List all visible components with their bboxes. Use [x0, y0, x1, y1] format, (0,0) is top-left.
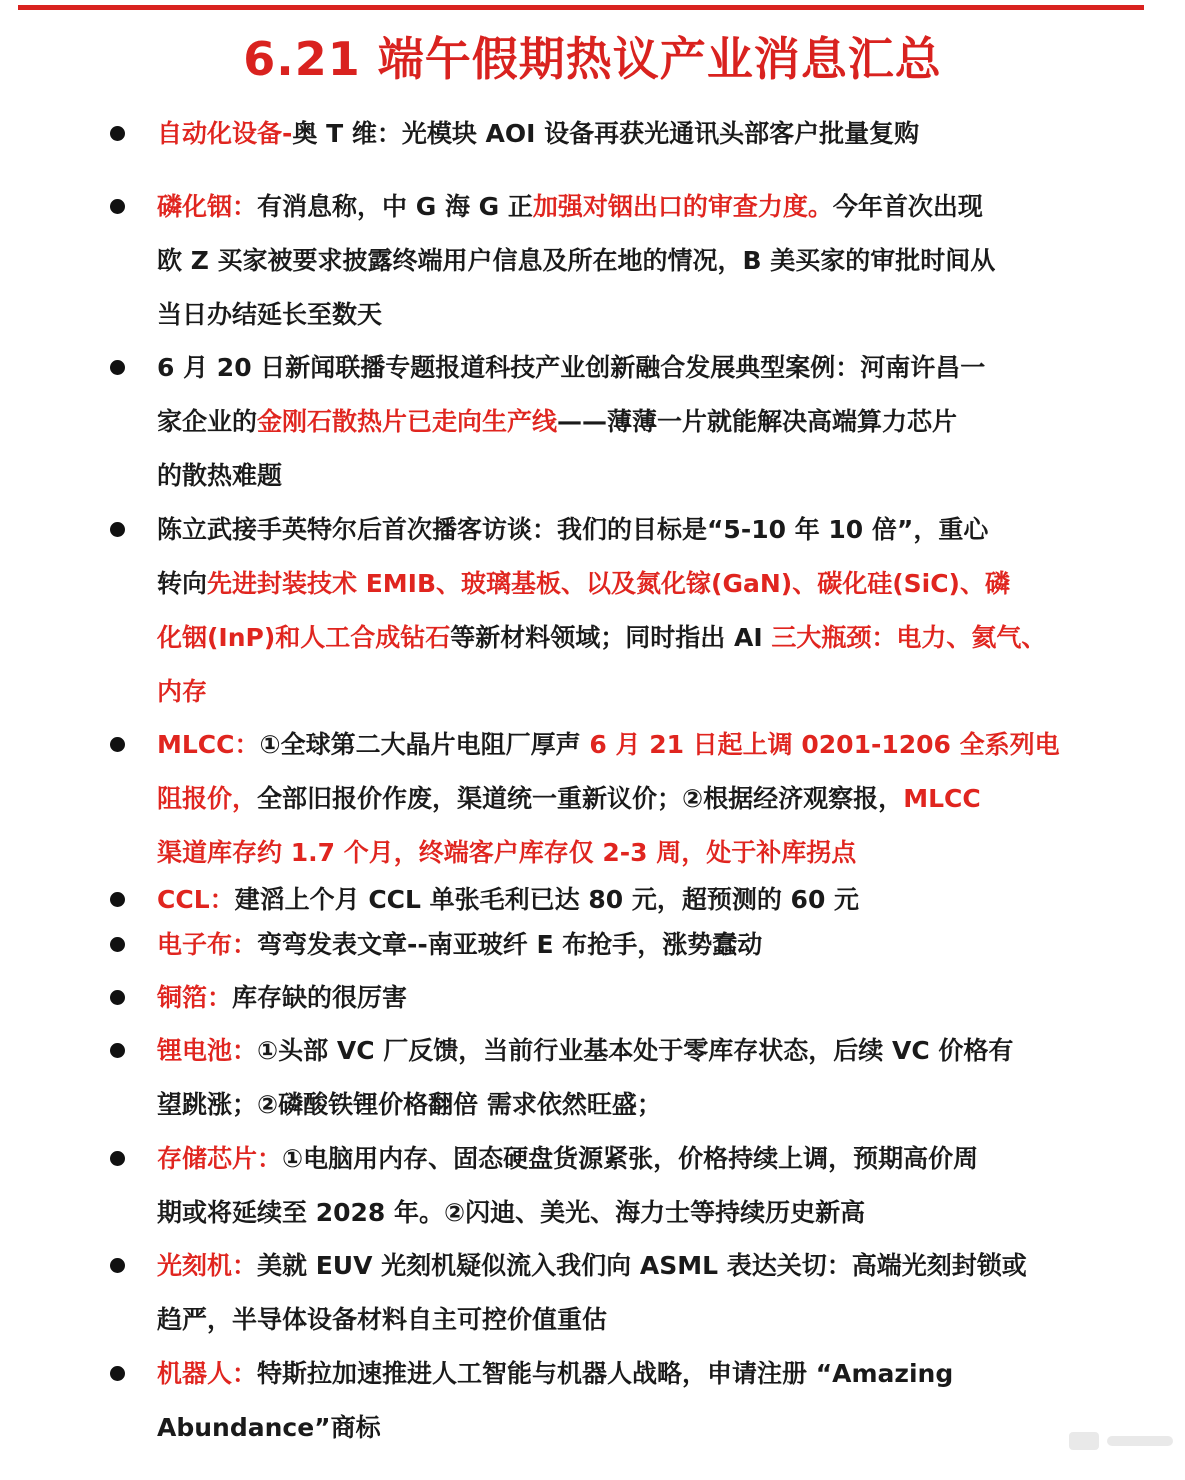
highlight-text: MLCC — [903, 784, 981, 813]
highlight-text: 加强对铟出口的审查力度。 — [532, 192, 833, 221]
bullet-icon — [110, 1151, 125, 1166]
watermark-icon — [1067, 1426, 1177, 1456]
body-text: 趋严，半导体设备材料自主可控价值重估 — [157, 1305, 608, 1334]
body-text: ①全球第二大晶片电阻厂厚声 — [259, 730, 590, 759]
bullet-icon — [110, 1043, 125, 1058]
body-text: 期或将延续至 2028 年。②闪迪、美光、海力士等持续历史新高 — [157, 1198, 866, 1227]
highlight-text: 锂电池： — [157, 1036, 258, 1065]
item-line — [157, 341, 1072, 395]
item-line — [157, 826, 1072, 880]
bullet-icon — [110, 126, 125, 141]
highlight-text: 内存 — [157, 677, 208, 706]
bullet-icon — [110, 1258, 125, 1273]
item-text — [157, 1239, 1072, 1347]
item-line — [157, 665, 1072, 719]
item-line — [157, 772, 1072, 826]
highlight-text: 机器人： — [157, 1359, 258, 1388]
highlight-text: 金刚石散热片已走向生产线 — [257, 407, 558, 436]
item-line — [157, 1078, 1072, 1132]
highlight-text: 化铟(InP)和人工合成钻石 — [157, 623, 451, 652]
body-text: 特斯拉加速推进人工智能与机器人战略，申请注册 “Amazing — [257, 1359, 954, 1388]
item-line — [157, 1347, 1072, 1401]
highlight-text: 电子布： — [157, 930, 258, 959]
top-red-rule — [18, 5, 1144, 10]
body-text: 美就 EUV 光刻机疑似流入我们向 ASML 表达关切：高端光刻封锁或 — [257, 1251, 1027, 1280]
body-text: 转向 — [157, 569, 208, 598]
item-line — [157, 449, 1072, 503]
item-text — [157, 341, 1072, 503]
item-line — [157, 288, 1072, 342]
item-text — [157, 107, 1072, 161]
body-text: 全部旧报价作废，渠道统一重新议价；②根据经济观察报， — [257, 784, 904, 813]
highlight-text: 磷化铟： — [157, 192, 258, 221]
item-line — [157, 395, 1072, 449]
item-text — [157, 1347, 1072, 1455]
body-text: 的散热难题 — [157, 461, 283, 490]
item-line — [157, 557, 1072, 611]
body-text: 弯弯发表文章--南亚玻纤 E 布抢手，涨势蠢动 — [257, 930, 763, 959]
body-text: 6 月 20 日新闻联播专题报道科技产业创新融合发展典型案例：河南许昌一 — [157, 353, 986, 382]
body-text: 有消息称，中 G 海 G 正 — [257, 192, 533, 221]
item-line — [157, 180, 1072, 234]
body-text: ①头部 VC 厂反馈，当前行业基本处于零库存状态，后续 VC 价格有 — [257, 1036, 1014, 1065]
highlight-text: 渠道库存约 1.7 个月，终端客户库存仅 2-3 周，处于补库拐点 — [157, 838, 857, 867]
bullet-icon — [110, 937, 125, 952]
item-line — [157, 503, 1072, 557]
item-text — [157, 918, 1072, 972]
bullet-icon — [110, 990, 125, 1005]
body-text: 欧 Z 买家被要求披露终端用户信息及所在地的情况，B 美买家的审批时间从 — [157, 246, 996, 275]
item-text — [157, 1024, 1072, 1132]
item-line — [157, 611, 1072, 665]
bullet-icon — [110, 522, 125, 537]
highlight-text: 6 月 21 日起上调 0201-1206 全系列电 — [589, 730, 1060, 759]
body-text: ——薄薄一片就能解决高端算力芯片 — [557, 407, 958, 436]
bullet-icon — [110, 1366, 125, 1381]
body-text: 建滔上个月 CCL 单张毛利已达 80 元，超预测的 60 元 — [234, 885, 860, 914]
body-text: 陈立武接手英特尔后首次播客访谈：我们的目标是“5-10 年 10 倍”，重心 — [157, 515, 989, 544]
body-text: 当日办结延长至数天 — [157, 300, 383, 329]
item-line — [157, 1132, 1072, 1186]
highlight-text: CCL： — [157, 885, 235, 914]
item-line — [157, 1239, 1072, 1293]
body-text: 望跳涨；②磷酸铁锂价格翻倍 需求依然旺盛； — [157, 1090, 662, 1119]
item-line — [157, 1401, 1072, 1455]
body-text: 等新材料领域；同时指出 AI — [450, 623, 772, 652]
item-line — [157, 107, 1072, 161]
bullet-icon — [110, 360, 125, 375]
body-text: 今年首次出现 — [832, 192, 983, 221]
body-text: 库存缺的很厉害 — [232, 983, 408, 1012]
item-text — [157, 180, 1072, 342]
item-text — [157, 1132, 1072, 1240]
highlight-text: 三大瓶颈：电力、氦气、 — [771, 623, 1047, 652]
bullet-icon — [110, 892, 125, 907]
highlight-text: 先进封装技术 EMIB、玻璃基板、以及氮化镓(GaN)、碳化硅(SiC)、磷 — [207, 569, 1010, 598]
body-text: 家企业的 — [157, 407, 258, 436]
body-text: ①电脑用内存、固态硬盘货源紧张，价格持续上调，预期高价周 — [282, 1144, 979, 1173]
item-line — [157, 1186, 1072, 1240]
highlight-text: 光刻机： — [157, 1251, 258, 1280]
item-text — [157, 503, 1072, 719]
item-line — [157, 918, 1072, 972]
item-text — [157, 718, 1072, 880]
highlight-text: MLCC： — [157, 730, 260, 759]
highlight-text: 自动化设备- — [157, 119, 293, 148]
item-line — [157, 1024, 1072, 1078]
body-text: 奥 T 维：光模块 AOI 设备再获光通讯头部客户批量复购 — [292, 119, 920, 148]
item-line — [157, 718, 1072, 772]
bullet-icon — [110, 737, 125, 752]
highlight-text: 阻报价， — [157, 784, 258, 813]
item-line — [157, 1293, 1072, 1347]
item-text — [157, 971, 1072, 1025]
highlight-text: 铜箔： — [157, 983, 233, 1012]
body-text: Abundance”商标 — [157, 1413, 381, 1442]
item-line — [157, 971, 1072, 1025]
item-line — [157, 234, 1072, 288]
page-title: 6.21 端午假期热议产业消息汇总 — [243, 32, 942, 86]
highlight-text: 存储芯片： — [157, 1144, 283, 1173]
bullet-icon — [110, 199, 125, 214]
